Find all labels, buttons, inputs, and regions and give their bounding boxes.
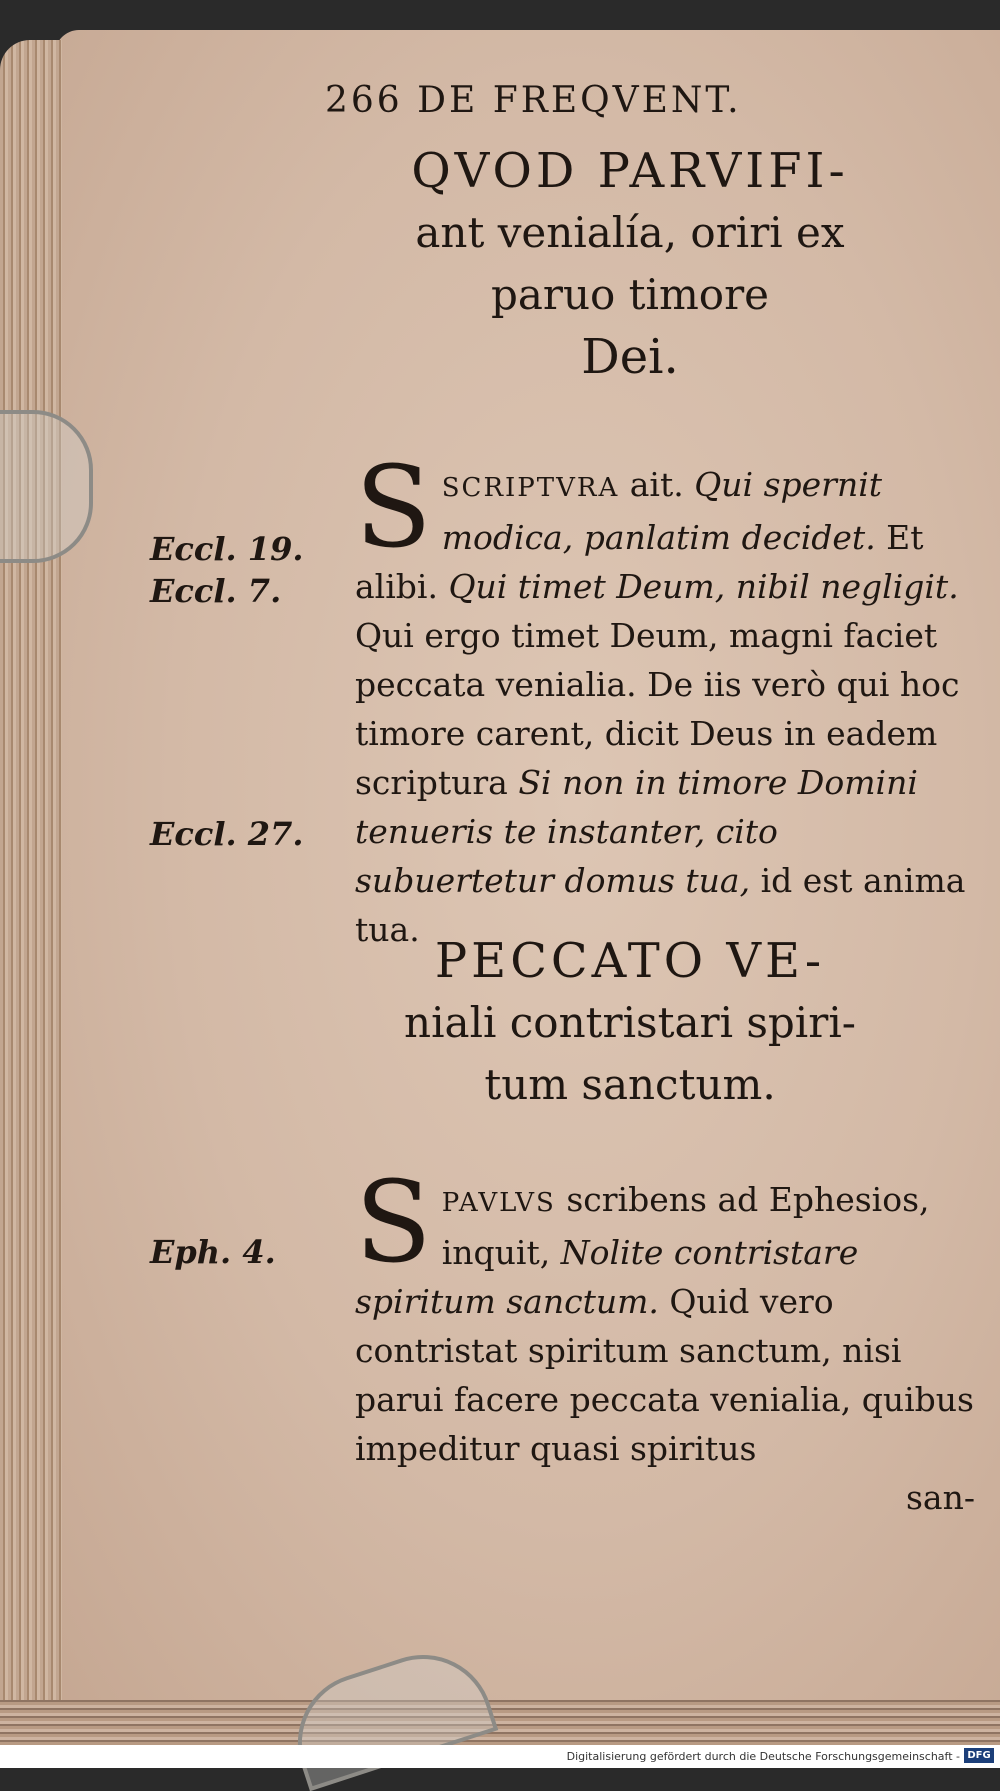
page-clip-left — [0, 410, 93, 563]
heading-1-line-4: Dei. — [581, 329, 679, 385]
text-run: ait. — [619, 465, 695, 504]
drop-cap: S — [355, 1158, 432, 1288]
funding-credit: Digitalisierung gefördert durch die Deutsche Forschungsgemeinschaft - — [566, 1750, 960, 1763]
page-edges — [0, 40, 62, 1730]
paragraph-1 — [355, 443, 975, 954]
text-run: id est anima tua. — [355, 861, 966, 949]
margin-note: Eccl. 7. — [150, 572, 282, 610]
margin-note: Eccl. 19. — [150, 530, 304, 568]
heading-1 — [320, 140, 940, 388]
heading-2 — [320, 930, 940, 1116]
text-run: Quid vero contristat spiritum sanctum, nisi parui facere peccata venialia, quibus impeditur quasi spiritus — [355, 1282, 974, 1468]
running-head: 266 DE FREQVENT. — [325, 80, 742, 121]
italic-quote: Qui timet Deum, nibil negligit. — [448, 567, 959, 606]
heading-1-line-2: ant venialía, oriri ex — [415, 208, 845, 257]
heading-1-line-3: paruo timore — [490, 270, 770, 319]
bottom-page-edges — [0, 1700, 1000, 1745]
heading-2-line-2: niali contristari spiri- — [404, 998, 856, 1047]
text-run: Qui ergo timet Deum, magni faciet peccata venialia. De iis verò qui hoc timore carent, dicit Deus in eadem scriptura — [355, 616, 960, 802]
margin-note: Eph. 4. — [150, 1233, 276, 1271]
small-caps-text: PAVLVS — [441, 1188, 556, 1218]
drop-cap: S — [355, 443, 432, 573]
dfg-logo: DFG — [964, 1748, 994, 1763]
italic-quote: Si non in timore Domini tenueris te instanter, cito subuertetur domus tua, — [355, 763, 918, 900]
paragraph-2 — [355, 1158, 975, 1522]
heading-1-line-1: QVOD PARVIFI- — [411, 143, 849, 199]
text-run: scribens ad Ephesios, inquit, — [441, 1180, 930, 1272]
italic-quote: Qui spernit modica, panlatim decidet. — [441, 465, 883, 557]
heading-2-line-1: PECCATO VE- — [434, 933, 826, 989]
catchword: san- — [905, 1478, 975, 1517]
text-run: Et alibi. — [355, 518, 924, 606]
margin-note: Eccl. 27. — [150, 815, 304, 853]
heading-2-line-3: tum sanctum. — [484, 1060, 776, 1109]
italic-quote: Nolite contristare spiritum sanctum. — [355, 1233, 859, 1321]
small-caps-text: SCRIPTVRA — [441, 473, 620, 503]
